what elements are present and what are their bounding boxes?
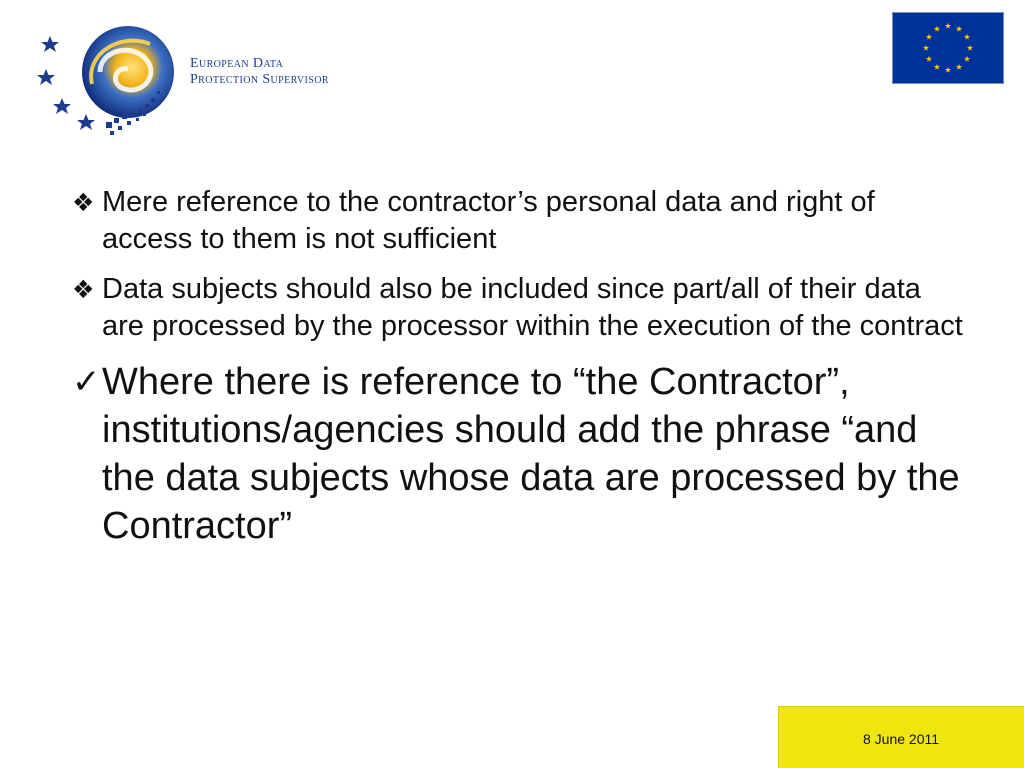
- footer-date: 8 June 2011: [862, 731, 940, 747]
- bullet-item-1: [64, 184, 964, 258]
- eu-star-icon: [964, 34, 970, 40]
- eu-star-icon: [923, 45, 929, 51]
- org-name: [190, 56, 329, 88]
- org-name-line2: Protection Supervisor: [190, 72, 329, 87]
- edps-logo: [30, 14, 370, 139]
- bullet-list: [64, 184, 964, 550]
- eu-star-icon: [964, 56, 970, 62]
- diamond-bullet-icon: ❖: [72, 276, 95, 304]
- bullet-text-3: Where there is reference to “the Contractor”, institutions/agencies should add the phrase “and the data subjects whose data are processed by the Contractor”: [102, 361, 960, 547]
- bullet-text-1: Mere reference to the contractor’s personal data and right of access to them is not sufficient: [102, 186, 875, 255]
- eu-star-icon: [945, 67, 951, 73]
- eu-stars-icon: [893, 13, 1003, 83]
- eu-flag-icon: [892, 12, 1004, 84]
- eu-star-icon: [926, 56, 932, 62]
- edps-swirl-logo-icon: [30, 14, 190, 139]
- eu-star-icon: [967, 45, 973, 51]
- eu-star-icon: [926, 34, 932, 40]
- eu-star-icon: [945, 23, 951, 29]
- eu-star-icon: [956, 26, 962, 32]
- eu-star-icon: [934, 64, 940, 70]
- org-name-line1: European Data: [190, 56, 284, 71]
- bullet-item-3: [64, 358, 964, 550]
- eu-star-icon: [956, 64, 962, 70]
- checkmark-icon: ✓: [72, 363, 101, 401]
- bullet-text-2: Data subjects should also be included since part/all of their data are processed by the processor within the execution of the contract: [102, 273, 963, 342]
- diamond-bullet-icon: ❖: [72, 189, 95, 217]
- eu-star-icon: [934, 26, 940, 32]
- bullet-item-2: [64, 271, 964, 345]
- footer-date-box: [778, 706, 1024, 768]
